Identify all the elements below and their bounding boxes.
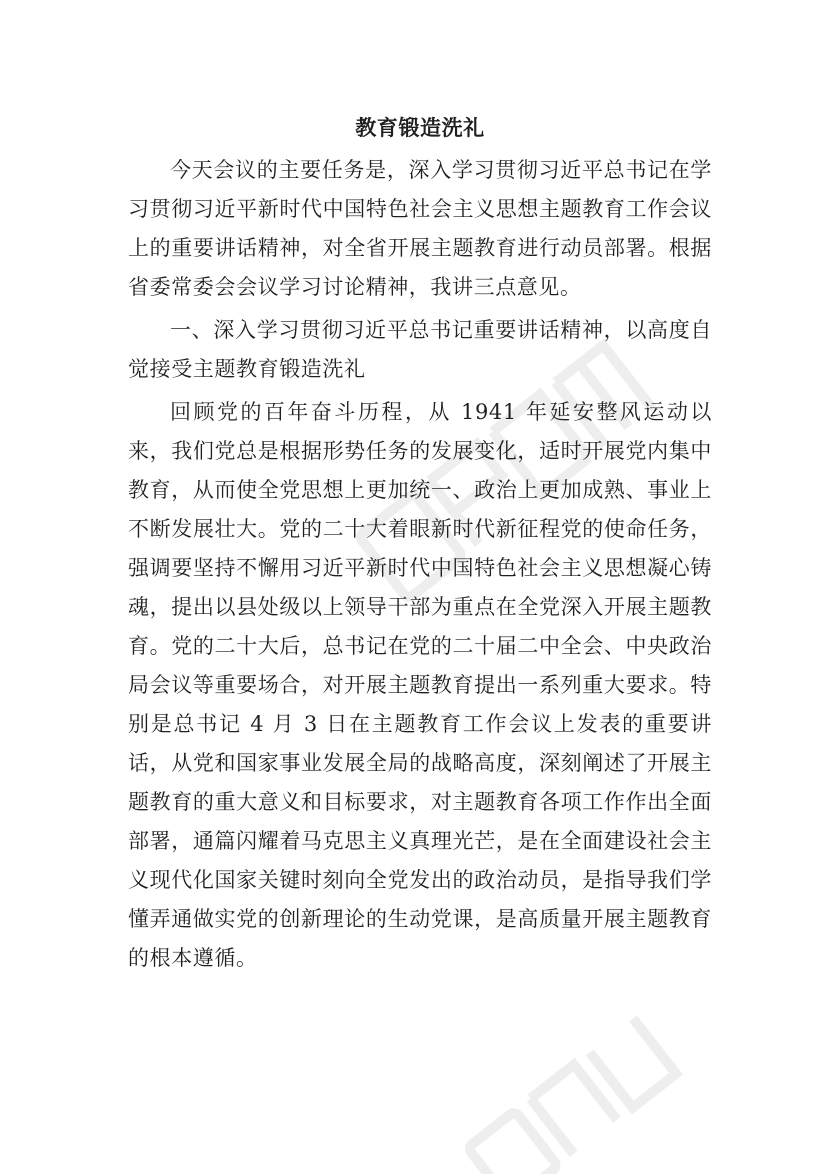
document-title: 教育锻造洗礼 (355, 115, 485, 140)
paragraph-history: 回顾党的百年奋斗历程，从 1941 年延安整风运动以来，我们党总是根据形势任务的发展变化，适时开展党内集中教育，从而使全党思想上更加统一、政治上更加成熟、事业上不断发展壮大。党的二十大着眼新时代新征程党的使命任务，强调要坚持不懈用习近平新时代中国特色社会主义思想凝心铸魂，提出以县处级以上领导干部为重点在全党深入开展主题教育。党的二十大后，总书记在党的二十届二中全会、中央政治局会议等重要场合，对开展主题教育提出一系列重大要求。特别是总书记 4 月 3 日在主题教育工作会议上发表的重要讲话，从党和国家事业发展全局的战略高度，深刻阐述了开展主题教育的重大意义和目标要求，对主题教育各项工作作出全面部署，通篇闪耀着马克思主义真理光芒，是在全面建设社会主义现代化国家关键时刻向全党发出的政治动员，是指导我们学懂弄通做实党的创新理论的生动党课，是高质量开展主题教育的根本遵循。 (128, 400, 712, 970)
document-body (128, 108, 712, 978)
paragraph-intro: 今天会议的主要任务是，深入学习贯彻习近平总书记在学习贯彻习近平新时代中国特色社会主义思想主题教育工作会议上的重要讲话精神，对全省开展主题教育进行动员部署。根据省委常委会会议学习讨论精神，我讲三点意见。 (128, 158, 712, 299)
section-heading-1: 一、深入学习贯彻习近平总书记重要讲话精神，以高度自觉接受主题教育锻造洗礼 (128, 318, 712, 381)
